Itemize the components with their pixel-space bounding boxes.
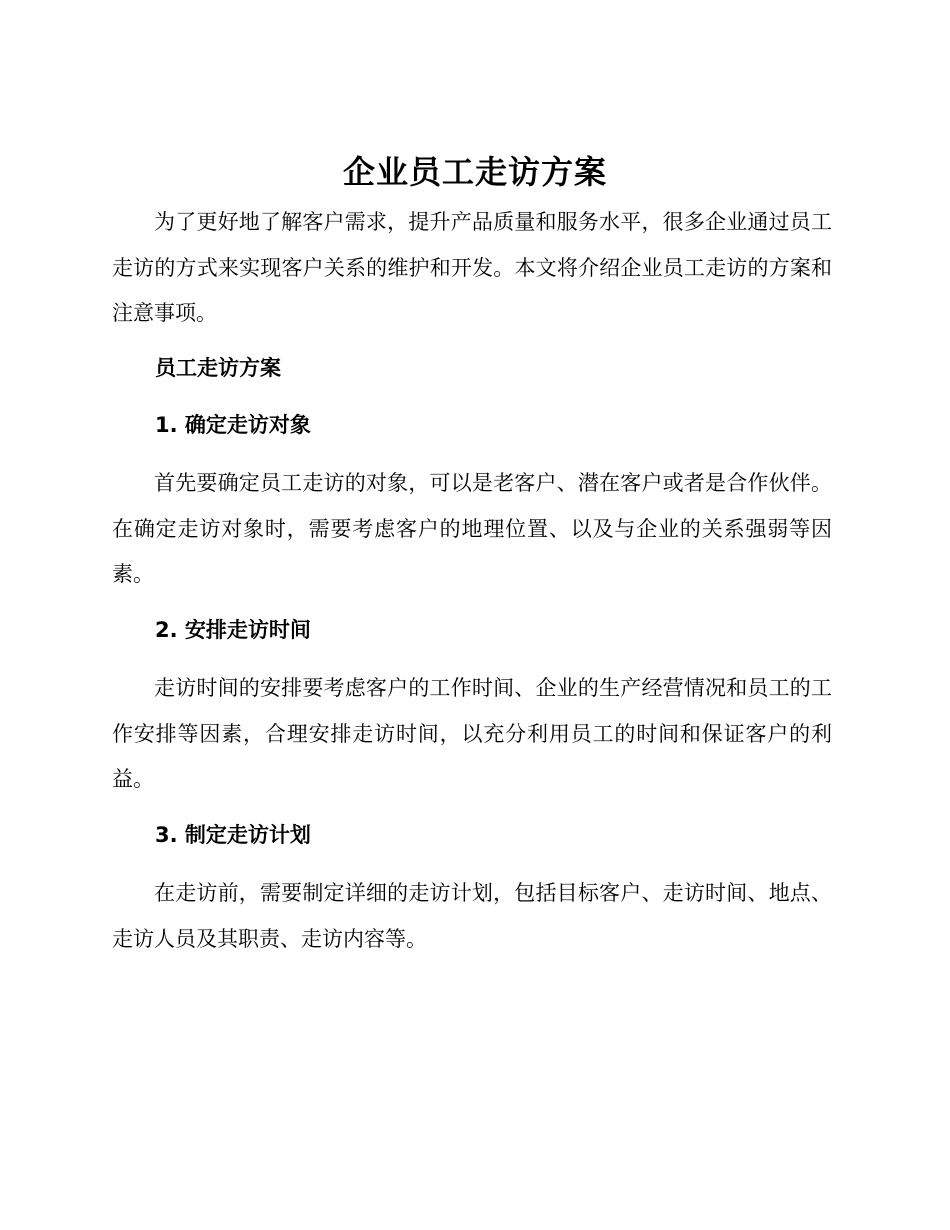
item-body-1: 首先要确定员工走访的对象，可以是老客户、潜在客户或者是合作伙伴。在确定走访对象时，需要考虑客户的地理位置、以及与企业的关系强弱等因素。 bbox=[112, 471, 832, 586]
item-heading-2: 2. 安排走访时间 bbox=[155, 618, 311, 642]
item-heading-3: 3. 制定走访计划 bbox=[155, 823, 311, 847]
intro-paragraph: 为了更好地了解客户需求，提升产品质量和服务水平，很多企业通过员工走访的方式来实现客户关系的维护和开发。本文将介绍企业员工走访的方案和注意事项。 bbox=[112, 210, 832, 325]
item-heading-1: 1. 确定走访对象 bbox=[155, 413, 311, 437]
item-body-3: 在走访前，需要制定详细的走访计划，包括目标客户、走访时间、地点、走访人员及其职责、走访内容等。 bbox=[112, 881, 832, 951]
section-heading: 员工走访方案 bbox=[155, 356, 281, 380]
item-body-2: 走访时间的安排要考虑客户的工作时间、企业的生产经营情况和员工的工作安排等因素，合理安排走访时间，以充分利用员工的时间和保证客户的利益。 bbox=[112, 676, 832, 791]
document-title: 企业员工走访方案 bbox=[342, 153, 607, 191]
